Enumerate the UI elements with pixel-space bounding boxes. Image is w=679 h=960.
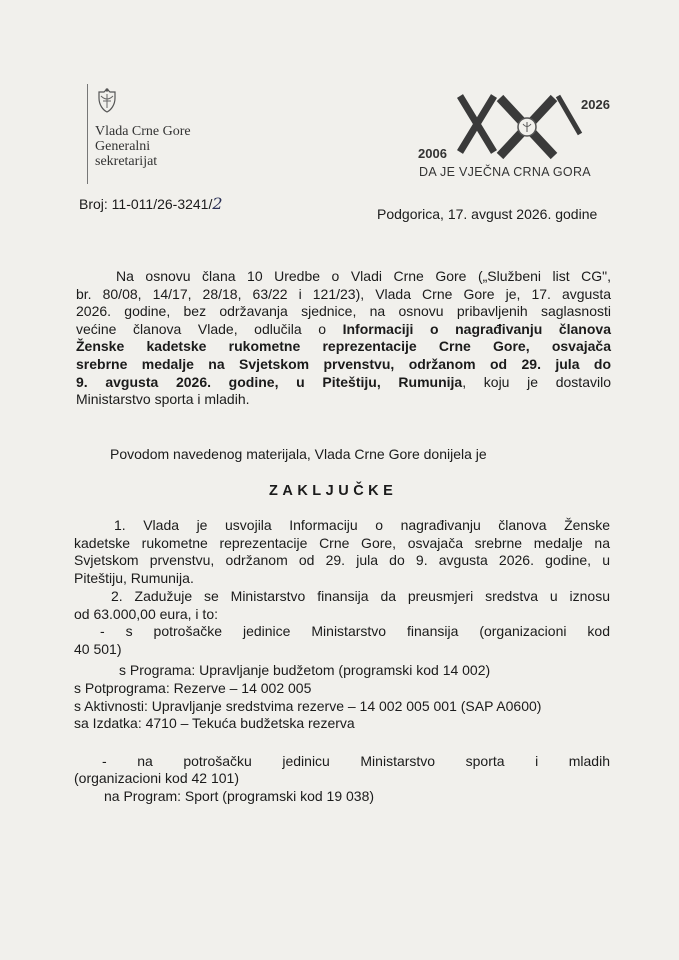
intro-line-3: 2026. godine, bez održavanja sjednice, na osnovu pribavljenih saglasnosti [76, 303, 611, 320]
intro-line-2: br. 80/08, 14/17, 28/18, 63/22 i 121/23), Vlada Crne Gore je, 17. avgusta [76, 285, 611, 302]
logo-motto: DA JE VJEČNA CRNA GORA [419, 165, 591, 179]
conclusion-2-line-3: - s potrošačke jedinice Ministarstvo finansija (organizacioni kod [100, 623, 610, 640]
intro-line-4 [76, 321, 611, 339]
intro-paragraph [76, 268, 611, 409]
adopt-line: Povodom navedenog materijala, Vlada Crne Gore donijela je [110, 446, 487, 462]
conclusion-1-line-2: kadetske rukometne reprezentacije Crne Gore, osvajača srebrne medalje na [74, 534, 610, 551]
conclusion-1-line-3: Svjetskom prvenstvu, održanom od 29. jula do 9. avgusta 2026. godine, u [74, 552, 610, 569]
intro-line-6 [76, 356, 611, 374]
intro-line-7a: 9. avgusta 2026. godine, u Piteštiju, Rumunija [76, 373, 463, 390]
conclusion-2-line-2: od 63.000,00 eura, i to: [74, 605, 218, 622]
reference-number [79, 194, 223, 213]
conclusion-2-line-10: (organizacioni kod 42 101) [74, 770, 239, 787]
conclusion-2 [74, 588, 610, 806]
intro-line-7 [76, 374, 611, 392]
logo-year-right: 2026 [581, 97, 610, 112]
intro-line-6-text: srebrne medalje na Svjetskom prvenstvu, održanom od 29. jula do [76, 355, 611, 372]
intro-line-5-text: Ženske kadetske rukometne reprezentacije Crne Gore, osvajača [76, 338, 611, 355]
conclusion-2-line-4: 40 501) [74, 640, 122, 657]
intro-line-1: Na osnovu člana 10 Uredbe o Vladi Crne Gore („Službeni list CG", [116, 268, 611, 284]
conclusion-1 [74, 517, 610, 587]
org-line-1: Vlada Crne Gore [95, 124, 191, 139]
place-date: Podgorica, 17. avgust 2026. godine [377, 206, 598, 222]
conclusion-2-line-8: sa Izdatka: 4710 – Tekuća budžetska rezerva [74, 715, 355, 732]
conclusions-heading: ZAKLJUČKE [269, 483, 398, 499]
conclusion-1-line-4: Piteštiju, Rumunija. [74, 569, 194, 586]
conclusion-1-line-1: 1. Vlada je usvojila Informaciju o nagrađivanju članova Ženske [114, 517, 610, 533]
intro-line-4a: većine članova Vlade, odlučila o [76, 320, 343, 337]
conclusion-2-line-11: na Program: Sport (programski kod 19 038) [104, 787, 375, 804]
org-name [95, 124, 191, 169]
intro-line-8: Ministarstvo sporta i mladih. [76, 391, 250, 408]
org-divider [87, 84, 88, 184]
conclusion-2-line-5: s Programa: Upravljanje budžetom (programski kod 14 002) [119, 662, 491, 679]
conclusion-2-line-6: s Potprograma: Rezerve – 14 002 005 [74, 679, 312, 696]
reference-number-text: Broj: 11-011/26-3241/ [79, 196, 213, 212]
org-line-2: Generalni [95, 139, 151, 154]
intro-line-5 [76, 338, 611, 356]
reference-handwritten: 2 [212, 194, 223, 213]
org-line-3: sekretarijat [95, 154, 158, 169]
conclusion-2-line-7: s Aktivnosti: Upravljanje sredstvima rezerve – 14 002 005 001 (SAP A0600) [74, 697, 542, 714]
conclusion-2-line-1: 2. Zadužuje se Ministarstvo finansija da preusmjeri sredstva u iznosu [111, 588, 610, 604]
montenegro-crest-icon [92, 86, 122, 116]
intro-line-4b: Informaciji o nagrađivanju članova [342, 320, 611, 337]
intro-line-7b: , koju je dostavilo [462, 373, 611, 390]
conclusion-2-line-9: - na potrošačku jedinicu Ministarstvo sporta i mladih [102, 752, 610, 769]
logo-year-left: 2006 [418, 146, 447, 161]
